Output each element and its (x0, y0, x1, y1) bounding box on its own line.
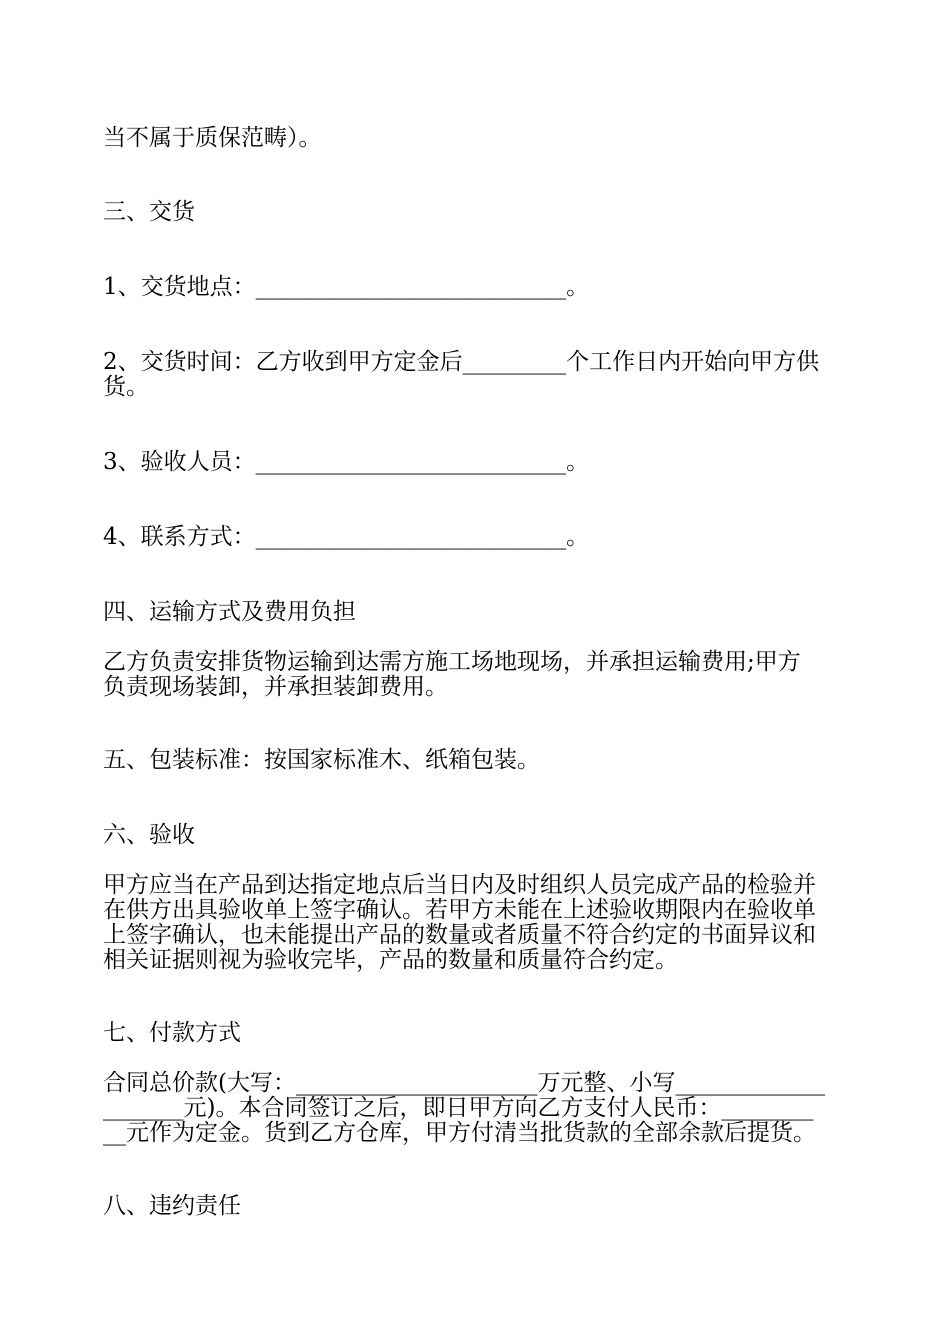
acceptance-paragraph-line: 上签字确认，也未能提出产品的数量或者质量不符合约定的书面异议和 (103, 922, 816, 948)
continuation-text: 当不属于质保范畴）。 (103, 125, 322, 151)
transport-paragraph-line: 负责现场装卸，并承担装卸费用。 (103, 674, 448, 700)
section-heading-packaging: 五、包装标准：按国家标准木、纸箱包装。 (103, 747, 540, 773)
section-heading-transport: 四、运输方式及费用负担 (103, 599, 356, 625)
contact-line: 4、联系方式：___________________________。 (103, 524, 590, 550)
payment-paragraph-line: _______元)。本合同签订之后，即日甲方向乙方支付人民币：________ (103, 1095, 814, 1121)
payment-paragraph-line: __元作为定金。货到乙方仓库，甲方付清当批货款的全部余款后提货。 (103, 1120, 816, 1146)
section-heading-payment: 七、付款方式 (103, 1020, 241, 1046)
section-heading-delivery: 三、交货 (103, 199, 195, 225)
delivery-location-line: 1、交货地点：___________________________。 (103, 274, 590, 300)
payment-paragraph-line: 合同总价款(大写：_____________________万元整、小写_____________ (103, 1070, 825, 1096)
acceptance-paragraph-line: 甲方应当在产品到达指定地点后当日内及时组织人员完成产品的检验并 (103, 872, 816, 898)
acceptance-paragraph-line: 在供方出具验收单上签字确认。若甲方未能在上述验收期限内在验收单 (103, 897, 816, 923)
section-heading-acceptance: 六、验收 (103, 822, 195, 848)
acceptance-paragraph-line: 相关证据则视为验收完毕，产品的数量和质量符合约定。 (103, 947, 678, 973)
inspector-line: 3、验收人员：___________________________。 (103, 449, 590, 475)
section-heading-breach: 八、违约责任 (103, 1193, 241, 1219)
delivery-time-line: 2、交货时间：乙方收到甲方定金后_________个工作日内开始向甲方供 (103, 349, 820, 375)
transport-paragraph-line: 乙方负责安排货物运输到达需方施工场地现场，并承担运输费用;甲方 (103, 649, 801, 675)
delivery-time-line-cont: 货。 (103, 374, 149, 400)
